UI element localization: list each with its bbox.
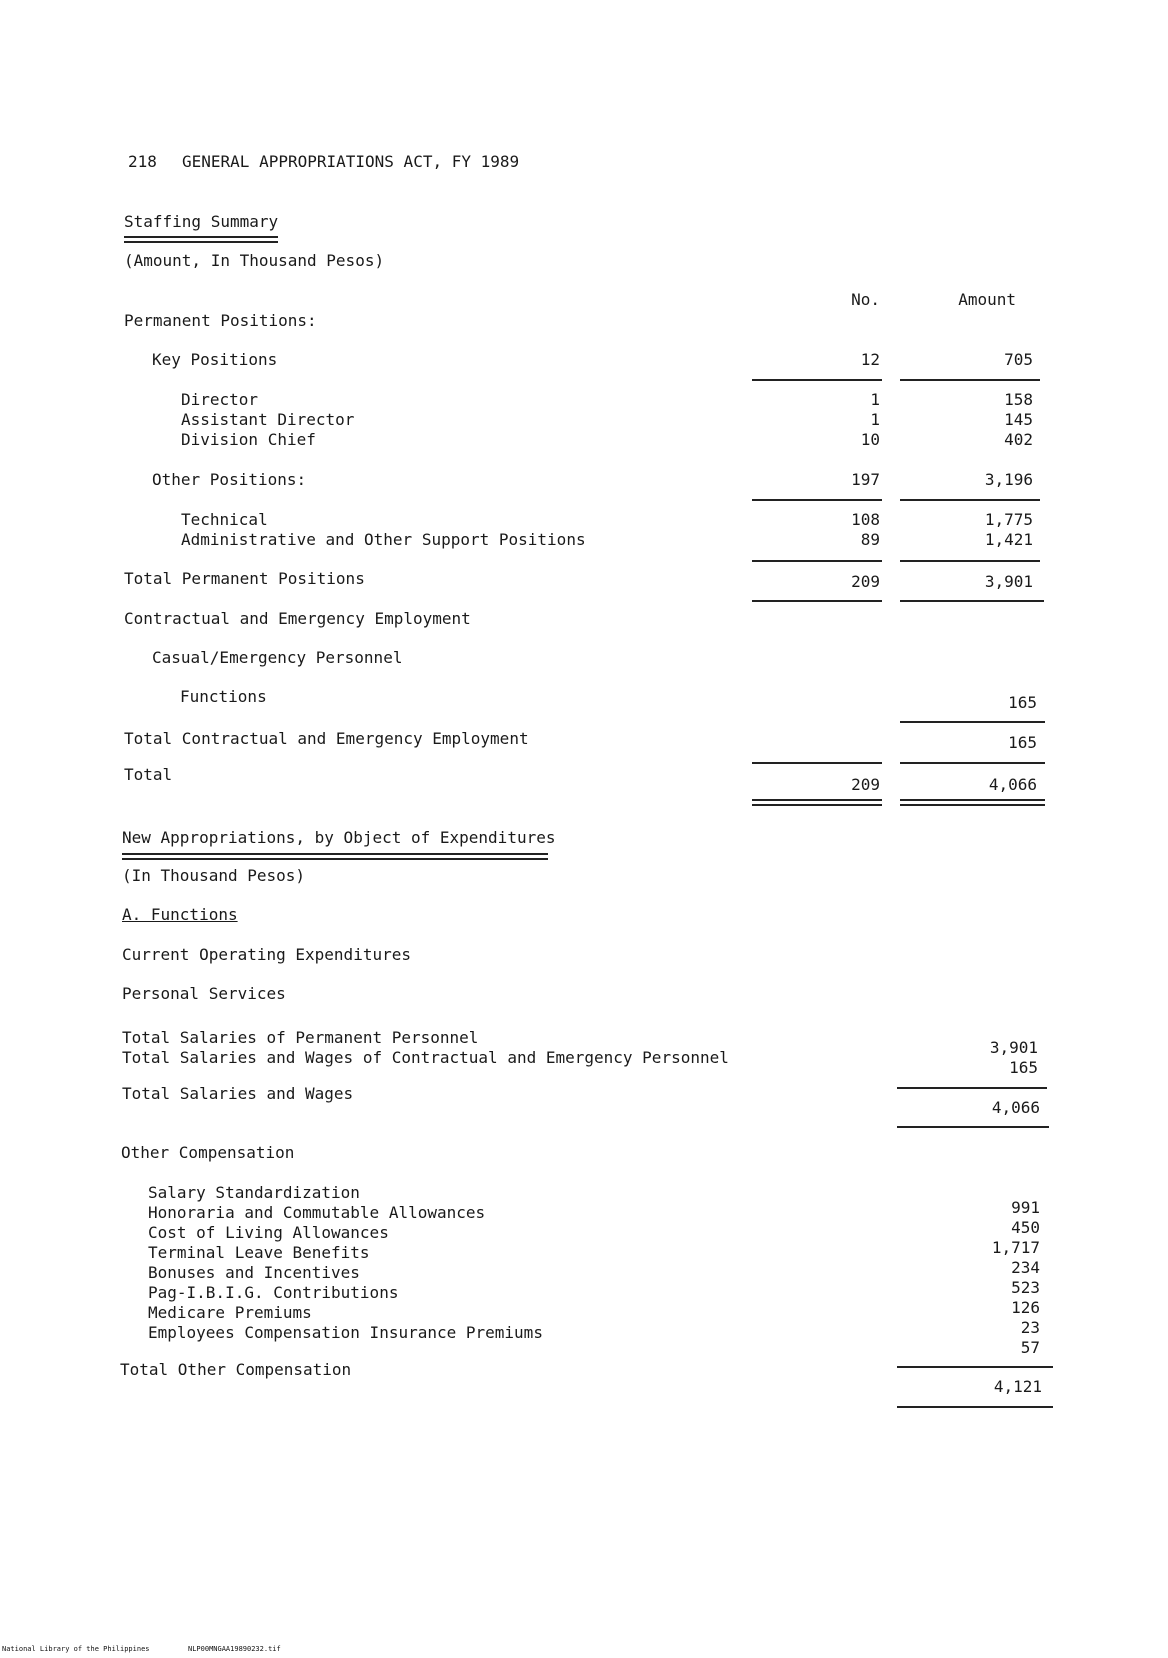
key-item-no: 1 bbox=[870, 410, 880, 429]
total-other-comp-rule bbox=[897, 1406, 1053, 1408]
permanent-positions-label: Permanent Positions: bbox=[124, 311, 317, 330]
act-title: GENERAL APPROPRIATIONS ACT, FY 1989 bbox=[182, 152, 520, 171]
total-salaries-rule bbox=[897, 1126, 1049, 1128]
other-comp-amount: 523 bbox=[1011, 1278, 1040, 1297]
other-item-label: Administrative and Other Support Positions bbox=[181, 530, 586, 549]
footer-file: NLP00MNGAA19890232.tif bbox=[188, 1645, 281, 1653]
staffing-title-underline bbox=[124, 236, 278, 243]
salaries-contractual-label: Total Salaries and Wages of Contractual and Emergency Personnel bbox=[122, 1048, 729, 1067]
total-other-comp-amount: 4,121 bbox=[993, 1377, 1042, 1396]
other-item-no: 108 bbox=[851, 510, 880, 529]
total-contractual-label: Total Contractual and Emergency Employment bbox=[124, 729, 529, 748]
other-comp-amount: 991 bbox=[1011, 1198, 1040, 1217]
column-header-no: No. bbox=[851, 290, 880, 309]
other-items-rule-no bbox=[752, 560, 882, 562]
key-positions-amount: 705 bbox=[1004, 350, 1033, 369]
key-item-label: Division Chief bbox=[181, 430, 316, 449]
total-permanent-rule-no bbox=[752, 600, 882, 602]
current-operating-label: Current Operating Expenditures bbox=[122, 945, 411, 964]
key-item-no: 10 bbox=[860, 430, 880, 449]
other-comp-item: Honoraria and Commutable Allowances bbox=[148, 1203, 486, 1222]
key-item-amount: 158 bbox=[1004, 390, 1033, 409]
personal-services-label: Personal Services bbox=[122, 984, 286, 1003]
other-comp-item: Employees Compensation Insurance Premiums bbox=[148, 1323, 543, 1342]
other-comp-amount: 23 bbox=[1020, 1318, 1040, 1337]
grand-total-amount: 4,066 bbox=[988, 775, 1037, 794]
total-permanent-amount: 3,901 bbox=[984, 572, 1033, 591]
appropriations-unit: (In Thousand Pesos) bbox=[122, 866, 306, 885]
total-permanent-label: Total Permanent Positions bbox=[124, 569, 365, 588]
staffing-title: Staffing Summary bbox=[124, 212, 279, 231]
salaries-permanent-label: Total Salaries of Permanent Personnel bbox=[122, 1028, 479, 1047]
key-positions-label: Key Positions bbox=[152, 350, 278, 369]
other-positions-label: Other Positions: bbox=[152, 470, 307, 489]
key-positions-rule-no bbox=[752, 379, 882, 381]
grand-total-double-rule-no bbox=[752, 799, 882, 806]
column-header-amount: Amount bbox=[958, 290, 1016, 309]
other-comp-item: Terminal Leave Benefits bbox=[148, 1243, 370, 1262]
total-permanent-rule-amount bbox=[900, 600, 1044, 602]
other-item-label: Technical bbox=[181, 510, 268, 529]
other-items-rule-amount bbox=[900, 560, 1040, 562]
key-positions-no: 12 bbox=[860, 350, 880, 369]
casual-label: Casual/Emergency Personnel bbox=[152, 648, 403, 667]
key-item-amount: 145 bbox=[1004, 410, 1033, 429]
functions-rule-amount bbox=[900, 721, 1045, 723]
key-item-no: 1 bbox=[870, 390, 880, 409]
functions-amount: 165 bbox=[1008, 693, 1037, 712]
key-item-label: Assistant Director bbox=[181, 410, 355, 429]
key-item-amount: 402 bbox=[1004, 430, 1033, 449]
other-comp-item: Salary Standardization bbox=[148, 1183, 360, 1202]
appropriations-title: New Appropriations, by Object of Expenditures bbox=[122, 828, 556, 847]
other-comp-item: Medicare Premiums bbox=[148, 1303, 312, 1322]
key-positions-rule-amount bbox=[900, 379, 1040, 381]
other-positions-amount: 3,196 bbox=[984, 470, 1033, 489]
other-item-amount: 1,421 bbox=[984, 530, 1033, 549]
total-permanent-no: 209 bbox=[851, 572, 880, 591]
page-number: 218 bbox=[128, 152, 157, 171]
other-comp-amount: 1,717 bbox=[991, 1238, 1040, 1257]
other-comp-amount: 126 bbox=[1011, 1298, 1040, 1317]
section-functions: A. Functions bbox=[122, 905, 238, 924]
other-comp-amount: 234 bbox=[1011, 1258, 1040, 1277]
other-item-no: 89 bbox=[860, 530, 880, 549]
grand-total-double-rule-amount bbox=[900, 799, 1045, 806]
other-comp-label: Other Compensation bbox=[121, 1143, 295, 1162]
grand-total-no: 209 bbox=[851, 775, 880, 794]
grand-total-label: Total bbox=[124, 765, 173, 784]
staffing-unit: (Amount, In Thousand Pesos) bbox=[124, 251, 385, 270]
other-comp-rule bbox=[897, 1366, 1053, 1368]
other-comp-item: Cost of Living Allowances bbox=[148, 1223, 389, 1242]
total-salaries-label: Total Salaries and Wages bbox=[122, 1084, 354, 1103]
other-comp-amount: 450 bbox=[1011, 1218, 1040, 1237]
other-positions-no: 197 bbox=[851, 470, 880, 489]
functions-label: Functions bbox=[180, 687, 267, 706]
other-positions-rule-no bbox=[752, 499, 882, 501]
salaries-rule bbox=[897, 1087, 1047, 1089]
total-other-comp-label: Total Other Compensation bbox=[120, 1360, 352, 1379]
total-contractual-amount: 165 bbox=[1008, 733, 1037, 752]
other-comp-item: Bonuses and Incentives bbox=[148, 1263, 360, 1282]
other-item-amount: 1,775 bbox=[984, 510, 1033, 529]
contractual-label: Contractual and Emergency Employment bbox=[124, 609, 471, 628]
other-comp-item: Pag-I.B.I.G. Contributions bbox=[148, 1283, 399, 1302]
appropriations-title-underline bbox=[122, 853, 548, 860]
total-contractual-rule-amount bbox=[900, 762, 1045, 764]
total-salaries-amount: 4,066 bbox=[991, 1098, 1040, 1117]
salaries-permanent-amount: 3,901 bbox=[989, 1038, 1038, 1057]
key-item-label: Director bbox=[181, 390, 259, 409]
total-contractual-rule-no bbox=[752, 762, 882, 764]
salaries-contractual-amount: 165 bbox=[1009, 1058, 1038, 1077]
footer-library: National Library of the Philippines bbox=[2, 1645, 150, 1653]
other-positions-rule-amount bbox=[900, 499, 1040, 501]
other-comp-amount: 57 bbox=[1020, 1338, 1040, 1357]
